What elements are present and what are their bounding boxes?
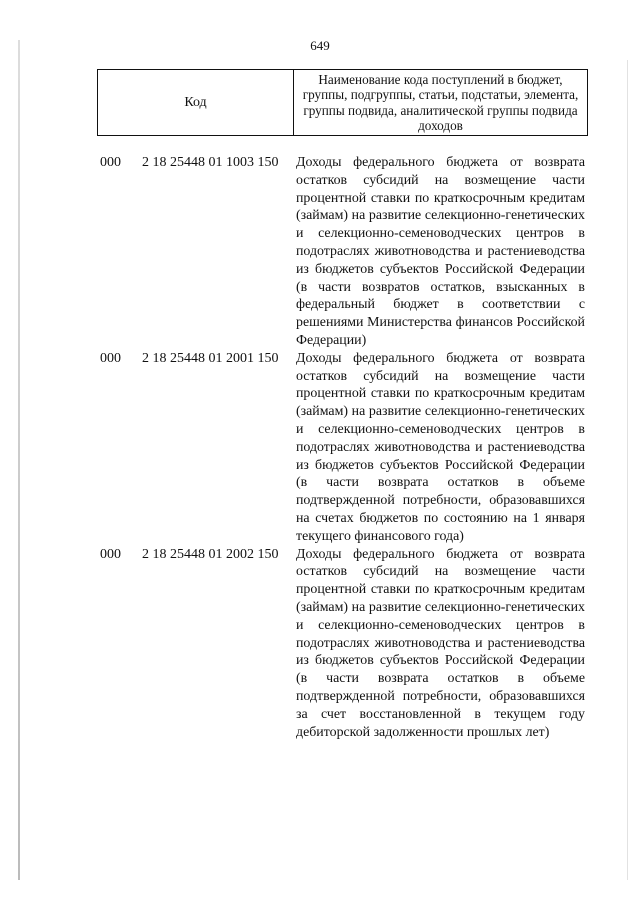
header-code-cell: Код [98,70,294,135]
scan-edge-left [18,40,20,880]
entries-list [100,154,592,741]
table-row [100,350,592,546]
revenue-description: Доходы федерального бюджета от возврата остатков субсидий на возмещение части процентной ставки по краткосрочным кредитам (займам) на развитие селекционно-генетических и селекционно-семеноводческих центров в подотраслях животноводства и растениеводства из бюджетов субъектов Российской Федерации (в части возврата остатков в объеме подтвержденной потребности, образовавшихся на счетах бюджетов по состоянию на 1 января текущего финансового года) [296,350,585,544]
page-number: 649 [310,38,330,53]
admin-code: 000 [100,155,121,170]
revenue-description: Доходы федерального бюджета от возврата остатков субсидий на возмещение части процентной ставки по краткосрочным кредитам (займам) на развитие селекционно-генетических и селекционно-семеноводческих центров в подотраслях животноводства и растениеводства из бюджетов субъектов Российской Федерации (в части возвратов остатков, взысканных в федеральный бюджет в соответствии с решениями Министерства финансов Российской Федерации) [296,155,585,348]
revenue-code: 2 18 25448 01 1003 150 [142,155,279,170]
scan-edge-right [627,60,628,880]
revenue-description: Доходы федерального бюджета от возврата остатков субсидий на возмещение части процентной ставки по краткосрочным кредитам (займам) на развитие селекционно-генетических и селекционно-семеноводческих центров в подотраслях животноводства и растениеводства из бюджетов субъектов Российской Федерации (в части возврата остатков в объеме подтвержденной потребности, образовавшихся за счет восстановленной в текущем году дебиторской задолженности прошлых лет) [296,546,585,740]
revenue-code: 2 18 25448 01 2002 150 [142,546,279,562]
admin-code: 000 [100,350,121,366]
revenue-code: 2 18 25448 01 2001 150 [142,350,279,366]
table-header [97,69,588,136]
header-name-cell: Наименование кода поступлений в бюджет, группы, подгруппы, статьи, подстатьи, элемента, группы подвида, аналитической группы подвида доходов [302,71,579,133]
table-row [100,154,592,350]
admin-code: 000 [100,546,121,562]
table-row [100,546,592,742]
